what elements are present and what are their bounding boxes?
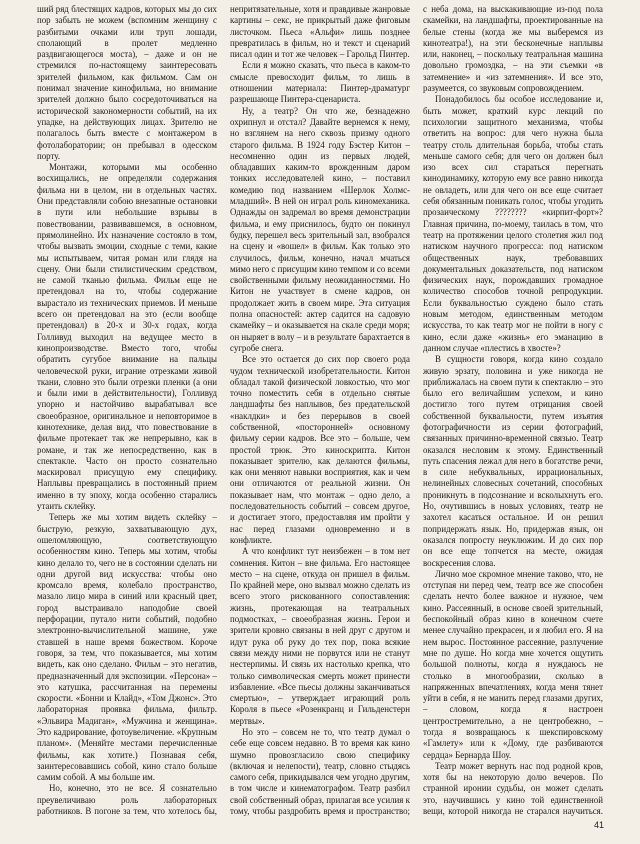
paragraph: Все это остается до сих пор своего рода чудом технической изобретательности. Китон обладал такой физической ловкостью, что мог точно поместить себя в отдельно снятые ландшафты без наплывов, без предательской «наклдки» и без перерывов в своей собственной, «посторонней» основному фильму серии кадров. Все это – больше, чем простой трюк. Это киноскрипта. Китон показывает зрителю, как делаются фильмы, как они меняют навыки восприятия, как и чем они отличаются от реальной жизни. Он показывает нам, что монтаж – одно дело, а последовательность событий – совсем другое, и достигает этого, предоставляя им пройти у нас перед глазами одновременно и в конфликте. xyxy=(230,354,410,545)
paragraph: Но это – совсем не то, что театр думал о себе еще совсем недавно. В то время как кино шумно провозгласило свою специфику (включая и нелепости), театр, словно стыдясь самого себя, прикидывался чем угодно другим, в том числе и кинематографом. Театр разбил свой собственный образ, прилагая все усилия к тому, чтобы раздробить время и пространство; xyxy=(230,727,410,816)
column-3 xyxy=(423,4,603,816)
column-1 xyxy=(37,4,217,816)
paragraph: Понадобилось бы особое исследование и, быть может, краткий курс лекций по психологии защитного механизма, чтобы ответить на вопрос: для чего нужна была театру столь длительная борьба, чтобы стать меньше самого себя; для чего он должен был изо всех сил стараться перегнать кинодинамику, которую ему все равно никогда не овладеть, или для чего он все еще считает себя обязанным поникать голос, чтобы угодить прозаическому ???????? «кирпит-форт»? Главная причина, по-моему, таилась в том, что театр на протяжении целого столетия жил под натиском научного прогресса: под натиском общественных наук, требовавших документальных доказательств, под натиском физических наук, порождавших громадное количество способов точной репродукции. Если буквальностью суждено было стать новым методом, единственным методом искусства, то как театр мог не пойти в ногу с кино, если даже «жизнь» его эманацию в данном случае «плестись в хвосте»? xyxy=(423,94,603,353)
paragraph: Театр может вернуть нас под родной кров, хотя бы на некоторую долю вечеров. По странной иронии судьбы, он может сделать это, научившись у кино той единственной вещи, которой никогда не старался научиться. xyxy=(423,760,603,816)
paragraph: В сущности говоря, когда кино создало живую эрзату, половина и уже никогда не приближалась на своем пути к спектаклю – это было его величайшим успехом, и кино достигло того путем отрицания своей собственной буквальности, путем изъятия фотографичности из серии фотографий, связанных причинно-временной связью. Театр оказался несловим к этому. Единственный путь спасения лежал для него в богатстве речи, в силе небуквальных, иррациональных, нелинейных словесных сочетаний, способных проникнуть в подсознание и всколыхнуть его. Но, очутившись в новых условиях, театр не захотел касаться остальное. И он решил попридержать язык. Но, придержав язык, он оказался попросту неуклюжим. И до сих пор он все еще топчется на месте, ожидая воскресения слова. xyxy=(423,354,603,568)
paragraph: Монтажи, которыми мы особенно восхищались, не определяли содержания фильма ни в целом, ни в отдельных частях. Они представляли собою внезапные остановки в пути или небольшие взрывы в повествовании, развивавшемся, в основном, прямолинейно. Их назначение состояло в том, чтобы вызвать эмоции, сходные с теми, какие мы испытываем, читая роман или глядя на сцену. Они были стилистическим средством, не самой тканью фильма. Фильм еще не претендовал на то, чтобы содержание вырастало из технических приемов. И меньше всего он претендовал на это (если вообще претендовал) в 20-х и 30-х годах, когда Голливуд выходил на ведущее место в кинопроизводстве. Вместо того, чтобы обратить сугубое внимание на пальцы человеческой руки, играние отрезками живой ткани, словно это были отрезки пленки (а они и были ими в действительности), Голливуд упорно и настойчиво вырабатывал все своеобразное, оригинальное и неповторимое в кинотехнике, делая вид, что повествование в фильме протекает так же непрерывно, как в романе, и так же непосредственно, как в спектакле. Часто он просто сознательно маскировал присущую ему специфику. Наплывы превращались в постоянный прием именно в ту эпоху, когда особенно старались утаить склейку. xyxy=(37,162,217,512)
article-columns xyxy=(37,4,603,816)
paragraph: Ну, а театр? Он что же, безнадежно охрипнул и отстал? Давайте вернемся к нему, но взглянем на него сквозь призму одного старого фильма. В 1924 году Бэстер Китон – несомненно один из первых людей, обладавших каким-то врожденным даром тонких исследователей кино, – поставил комедию под названием «Шерлок Холмс-младший». В ней он играл роль киномеханика. Однажды он задремал во время демонстрации фильма, и ему приснилось, будто он покинул будку, перешел весь зрительный зал, взобрался на сцену и «вошел» в фильм. Как только это случилось, фильм, конечно, начал мчаться мимо него с присущим кино темпом и со всеми свойственными фильму неожиданностями. Но Китон не участвует в смене кадров, он продолжает жить в своем мире. Эта ситуация полна опасностей: актер садится на садовую скамейку – и оказывается на скале среди моря; он ныряет в волу – и в результате барахтается в сугробе снега. xyxy=(230,105,410,353)
paragraph: с неба дома, на выскакивающие из-под пола скамейки, на ландшафты, проектированные на белые стены (когда же мы выберемся из кинотеатра!), на эти бесконечные наплывы или, наконец, – поскольку театральная машина довольно громоздка, – на эти съемки «в затемнение» и «из затемнения». И все это, разумеется, со звуковым сопровождением. xyxy=(423,4,603,94)
paragraph: Лично мое скромное мнение таково, что, не отступая ни перед чем, театр все же способен сделать нечто более важное и нужное, чем кино. Рассеянный, в основе своей зрительный, беспокойный образ кино в конечном счете менее случайно прекрасен, и я любил его. Я на нем вырос. Постоянное рассеяние, разлучение мне по душе. Но когда мне хочется ощутить большой полноты, когда я нуждаюсь не столько в многообразии, сколько в напряженных впечатлениях, когда меня тянет уйти в себя, я не манить перед глазами других, – словом, когда я настроен центростремительно, а не центробежно, – тогда я возвращаюсь к шекспировскому «Гамлету» или к «Дому, где разбиваются сердца» Бернарда Шоу. xyxy=(423,568,603,760)
column-2 xyxy=(230,4,410,816)
paragraph: непритязательные, хотя и правдивые жанровые картины – секс, не прикрытый даже фиговым листочком. Пьеса «Альфи» лишь позднее превратилась в фильм, но и текст и сценарий писал один и тот же человек – Гарольд Пинтер. xyxy=(230,4,410,60)
paragraph: Если я можно сказать, что пьеса в каком-то смысле превосходит фильм, то лишь в отношении материала: Пинтер-драматург разрешающе Пинтера-сценариста. xyxy=(230,60,410,105)
paragraph: ший ряд блестящих кадров, которых мы до сих пор забыть не можем (вспомним женщину с разбитыми очками или труп лошади, сполающий в пролет медленно раздвигающегося моста), – даже и он не стремился по-настоящему заинтересовать зрителей фильмом, как фильмом. Сам он понимал значение кинофильма, но внимание зрителей должно было сосредоточиваться на исторической закономерности событий, на их упадке, на действующих лицах. Зрителю не полагалось быть вместе с монтажером в фотолаборатории; он пребывал в одесском порту. xyxy=(37,4,217,161)
page-number: 41 xyxy=(593,820,604,830)
paragraph: Теперь же мы хотим видеть склейку – быструю, резкую, захватывающую дух, ошеломляющую, соответствующую особенностям кино. Теперь мы хотим, чтобы кино делало то, чего не в состоянии сделать ни одни другой вид искусства: чтобы оно кромсало время, колебало пространство, мазало лицо мира в синий или красный цвет, город выстраивало наподобие своей перфорации, путало нити событий, подобно электронно-вычислительной машине, уже ставшей в наше время божеством. Короче говоря, за тем, что показывается, мы хотим видеть, как оно сделано. Фильм – это негатив, предназначенный для экспозиции. «Персона» – это катушка, рассчитанная на перемены скорости. «Бонни и Клайд», «Том Джонс». Это лабораторная проявка фильма, фильтр. «Эльвира Мадиган», «Мужчина и женщина». Это кадрирование, фотоувеличение. «Крупным планом». (Меняйте местами перечисленные фильмы, как хотите.) Познавая себя, заинтересовавшись собой, кино стало больше самим собой. А мы больше им. xyxy=(37,512,217,783)
paragraph: Но, конечно, это не все. Я сознательно преувеличиваю роль лабораторных работников. В погоне за тем, что хотелось бы, xyxy=(37,783,217,816)
paragraph: А что конфликт тут неизбежен – в том нет сомнения. Китон – вне фильма. Его настоящее место – на сцене, откуда он пришел в фильм. По крайней мере, оно вызвал можно сделать из всего этого рискованного сопоставления: жизнь, протекающая на театральных подмостках, – своеобразная жизнь. Герои и зрители кровно связаны в ней друг с другом и идут рука об руку до тех пор, пока всякие связи между ними не порвутся или не станут нестерпимы. И связь их настолько крепка, что только символическая смерть может принести избавление. «Все пьесы должны заканчиваться смертью», – утверждает играющий роль Короля в пьесе «Розенкранц и Гильденстерн мертвы». xyxy=(230,546,410,726)
